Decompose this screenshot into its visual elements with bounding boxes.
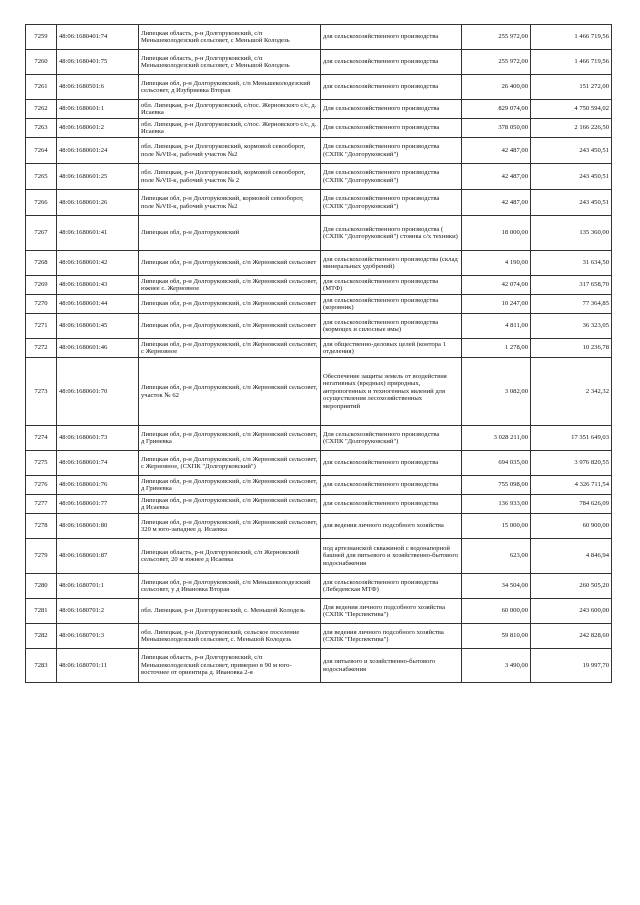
table-row: [26, 574, 612, 599]
area-value-cell: 755 098,00: [462, 476, 531, 495]
row-number-cell: 7275: [26, 451, 57, 476]
table-row: [26, 314, 612, 339]
cadastral-number-cell: 48:06:1680601:2: [57, 119, 139, 138]
permitted-use-cell: для сельскохозяйственного производства (склад минеральных удобрений): [321, 251, 462, 276]
cadastral-cost-cell: 2 342,32: [531, 358, 612, 426]
table-row: [26, 514, 612, 539]
cadastral-number-cell: 48:06:1680601:43: [57, 276, 139, 295]
cadastral-number-cell: 48:06:1680601:44: [57, 295, 139, 314]
location-cell: Липецкая обл, р-н Долгоруковский, с/п Меньшеколодезский сельсовет, д Изубриевка Вторая: [139, 75, 321, 100]
location-cell: Липецкая обл, р-н Долгоруковский, кормовой севооборот, поле №VII-к, рабочий участок №2: [139, 190, 321, 216]
row-number-cell: 7263: [26, 119, 57, 138]
area-value-cell: 3 082,00: [462, 358, 531, 426]
table-row: [26, 25, 612, 50]
cadastral-cost-cell: 1 466 719,56: [531, 25, 612, 50]
location-cell: Липецкая обл, р-н Долгоруковский, с/п Меньшеколодезский сельсовет, у д Ивановка Вторая: [139, 574, 321, 599]
cadastral-cost-cell: 3 976 820,55: [531, 451, 612, 476]
cadastral-cost-cell: 4 750 594,02: [531, 100, 612, 119]
permitted-use-cell: для ведения личного подсобного хозяйства: [321, 514, 462, 539]
permitted-use-cell: Для сельскохозяйственного производства (СХПК "Долгоруковский"): [321, 138, 462, 164]
table-body: [26, 25, 612, 683]
permitted-use-cell: для сельскохозяйственного производства (Лебедевская МТФ): [321, 574, 462, 599]
cadastral-number-cell: 48:06:1680601:87: [57, 539, 139, 574]
permitted-use-cell: под артезианской скважиной с водонапорной башней для питьевого и хозяйственно-бытового водоснабжения: [321, 539, 462, 574]
location-cell: обл. Липецкая, р-н Долгоруковский, с/пос. Жерновского с/с, д. Исаевка: [139, 119, 321, 138]
land-plots-table-page: [25, 24, 611, 683]
cadastral-number-cell: 48:06:1680601:45: [57, 314, 139, 339]
row-number-cell: 7268: [26, 251, 57, 276]
table-row: [26, 276, 612, 295]
cadastral-cost-cell: 784 626,09: [531, 495, 612, 514]
location-cell: Липецкая область, р-н Долгоруковский, с/п Меньшеколодезский сельсовет, с Меньшой Колодезь: [139, 50, 321, 75]
row-number-cell: 7261: [26, 75, 57, 100]
area-value-cell: 829 074,00: [462, 100, 531, 119]
location-cell: Липецкая обл, р-н Долгоруковский, с/п Жерновский сельсовет, 320 м юго-западнее д. Исаевка: [139, 514, 321, 539]
permitted-use-cell: Для сельскохозяйственного производства: [321, 119, 462, 138]
row-number-cell: 7259: [26, 25, 57, 50]
permitted-use-cell: Для ведения личного подсобного хозяйства (СХПК "Перспектива"): [321, 599, 462, 624]
area-value-cell: 255 972,00: [462, 25, 531, 50]
cadastral-cost-cell: 151 272,00: [531, 75, 612, 100]
location-cell: Липецкая обл, р-н Долгоруковский, с/п Жерновский сельсовет, д Исаевка: [139, 495, 321, 514]
cadastral-cost-cell: 317 658,70: [531, 276, 612, 295]
cadastral-cost-cell: 36 323,05: [531, 314, 612, 339]
cadastral-number-cell: 48:06:1680601:74: [57, 451, 139, 476]
cadastral-cost-cell: 260 505,20: [531, 574, 612, 599]
cadastral-number-cell: 48:06:1680601:42: [57, 251, 139, 276]
table-row: [26, 251, 612, 276]
area-value-cell: 42 487,00: [462, 164, 531, 190]
location-cell: обл. Липецкая, р-н Долгоруковский, сельское поселение Меньшеколодезский сельсовет, с. Меньшой Колодезь: [139, 624, 321, 649]
area-value-cell: 378 050,00: [462, 119, 531, 138]
row-number-cell: 7265: [26, 164, 57, 190]
row-number-cell: 7277: [26, 495, 57, 514]
table-row: [26, 216, 612, 251]
location-cell: Липецкая область, р-н Долгоруковский, с/п Жерновский сельсовет, 20 м южнее д Исаевка: [139, 539, 321, 574]
area-value-cell: 4 190,00: [462, 251, 531, 276]
permitted-use-cell: для ведения личного подсобного хозяйства (СХПК "Перспектива"): [321, 624, 462, 649]
permitted-use-cell: Для сельскохозяйственного производства (СХПК "Долгоруковский"): [321, 164, 462, 190]
permitted-use-cell: для сельскохозяйственного производства: [321, 476, 462, 495]
area-value-cell: 3 490,00: [462, 649, 531, 683]
area-value-cell: 1 278,00: [462, 339, 531, 358]
row-number-cell: 7271: [26, 314, 57, 339]
permitted-use-cell: Для сельскохозяйственного производства (СХПК "Долгоруковский"): [321, 190, 462, 216]
table-row: [26, 100, 612, 119]
cadastral-number-cell: 48:06:1680601:77: [57, 495, 139, 514]
table-row: [26, 190, 612, 216]
cadastral-cost-cell: 10 236,78: [531, 339, 612, 358]
table-row: [26, 495, 612, 514]
table-row: [26, 539, 612, 574]
table-row: [26, 624, 612, 649]
cadastral-number-cell: 48:06:1680701:2: [57, 599, 139, 624]
cadastral-cost-cell: 4 846,94: [531, 539, 612, 574]
permitted-use-cell: для питьевого и хозяйственно-бытового водоснабжения: [321, 649, 462, 683]
area-value-cell: 255 972,00: [462, 50, 531, 75]
row-number-cell: 7276: [26, 476, 57, 495]
cadastral-cost-cell: 19 997,70: [531, 649, 612, 683]
row-number-cell: 7269: [26, 276, 57, 295]
location-cell: Липецкая обл, р-н Долгоруковский: [139, 216, 321, 251]
cadastral-number-cell: 48:06:1680601:76: [57, 476, 139, 495]
cadastral-number-cell: 48:06:1680701:1: [57, 574, 139, 599]
location-cell: Липецкая обл, р-н Долгоруковский, с/п Жерновский сельсовет, участок № 62: [139, 358, 321, 426]
table-row: [26, 138, 612, 164]
table-row: [26, 164, 612, 190]
location-cell: обл. Липецкая, р-н Долгоруковский, кормовой севооборот, поле №VII-к, рабочий участок № 2: [139, 164, 321, 190]
permitted-use-cell: Для сельскохозяйственного производства (СХПК "Долгоруковский"): [321, 426, 462, 451]
cadastral-cost-cell: 243 600,00: [531, 599, 612, 624]
cadastral-cost-cell: 242 828,60: [531, 624, 612, 649]
row-number-cell: 7281: [26, 599, 57, 624]
cadastral-number-cell: 48:06:1680401:74: [57, 25, 139, 50]
row-number-cell: 7282: [26, 624, 57, 649]
area-value-cell: 15 000,00: [462, 514, 531, 539]
table-row: [26, 358, 612, 426]
row-number-cell: 7274: [26, 426, 57, 451]
cadastral-cost-cell: 2 166 226,50: [531, 119, 612, 138]
location-cell: Липецкая обл, р-н Долгоруковский, с/п Жерновский сельсовет, д Гриневка: [139, 476, 321, 495]
permitted-use-cell: Обеспечение защиты земель от воздействия негативных (вредных) природных, антропогенных и техногенных явлений для осуществления лесохозяйственных мероприятий: [321, 358, 462, 426]
area-value-cell: 18 000,00: [462, 216, 531, 251]
location-cell: Липецкая обл, р-н Долгоруковский, с/п Жерновский сельсовет: [139, 251, 321, 276]
cadastral-number-cell: 48:06:1680501:6: [57, 75, 139, 100]
row-number-cell: 7283: [26, 649, 57, 683]
cadastral-cost-cell: 243 450,51: [531, 164, 612, 190]
permitted-use-cell: для сельскохозяйственного производства (коровник): [321, 295, 462, 314]
location-cell: Липецкая область, р-н Долгоруковский, с/п Меньшеколодезский сельсовет, с Меньшой Колодезь: [139, 25, 321, 50]
permitted-use-cell: для сельскохозяйственного производства (МТФ): [321, 276, 462, 295]
row-number-cell: 7267: [26, 216, 57, 251]
cadastral-cost-cell: 60 900,00: [531, 514, 612, 539]
cadastral-cost-cell: 135 360,00: [531, 216, 612, 251]
location-cell: обл. Липецкая, р-н Долгоруковский, с/пос. Жерновского с/с, д. Исаевка: [139, 100, 321, 119]
area-value-cell: 42 487,00: [462, 138, 531, 164]
permitted-use-cell: для сельскохозяйственного производства: [321, 451, 462, 476]
cadastral-number-cell: 48:06:1680701:3: [57, 624, 139, 649]
area-value-cell: 694 035,00: [462, 451, 531, 476]
row-number-cell: 7280: [26, 574, 57, 599]
area-value-cell: 3 028 211,00: [462, 426, 531, 451]
row-number-cell: 7272: [26, 339, 57, 358]
area-value-cell: 34 504,00: [462, 574, 531, 599]
row-number-cell: 7260: [26, 50, 57, 75]
cadastral-cost-cell: 1 466 719,56: [531, 50, 612, 75]
area-value-cell: 623,00: [462, 539, 531, 574]
area-value-cell: 10 247,00: [462, 295, 531, 314]
area-value-cell: 136 933,00: [462, 495, 531, 514]
area-value-cell: 4 811,00: [462, 314, 531, 339]
cadastral-cost-cell: 77 364,85: [531, 295, 612, 314]
location-cell: Липецкая обл, р-н Долгоруковский, с/п Жерновский сельсовет: [139, 314, 321, 339]
table-row: [26, 339, 612, 358]
table-row: [26, 476, 612, 495]
cadastral-number-cell: 48:06:1680701:11: [57, 649, 139, 683]
permitted-use-cell: Для сельскохозяйственного производства: [321, 100, 462, 119]
row-number-cell: 7278: [26, 514, 57, 539]
row-number-cell: 7264: [26, 138, 57, 164]
table-row: [26, 649, 612, 683]
location-cell: Липецкая обл, р-н Долгоруковский, с/п Жерновский сельсовет, южнее с. Жерновное: [139, 276, 321, 295]
permitted-use-cell: Для сельскохозяйственного производства ( (СХПК "Долгоруковский") стоянка с/х техники): [321, 216, 462, 251]
table-row: [26, 295, 612, 314]
row-number-cell: 7279: [26, 539, 57, 574]
area-value-cell: 42 074,00: [462, 276, 531, 295]
cadastral-number-cell: 48:06:1680601:26: [57, 190, 139, 216]
permitted-use-cell: для сельскохозяйственного производства (кормоцех и силосные ямы): [321, 314, 462, 339]
cadastral-number-cell: 48:06:1680601:24: [57, 138, 139, 164]
location-cell: Липецкая обл, р-н Долгоруковский, с/п Жерновский сельсовет, с Жерновное: [139, 339, 321, 358]
table-row: [26, 451, 612, 476]
table-row: [26, 119, 612, 138]
permitted-use-cell: для общественно-деловых целей (контора 1 отделения): [321, 339, 462, 358]
location-cell: обл. Липецкая, р-н Долгоруковский, с. Меньшой Колодезь: [139, 599, 321, 624]
cadastral-number-cell: 48:06:1680601:70: [57, 358, 139, 426]
row-number-cell: 7270: [26, 295, 57, 314]
cadastral-number-cell: 48:06:1680601:80: [57, 514, 139, 539]
permitted-use-cell: для сельскохозяйственного производства: [321, 50, 462, 75]
cadastral-cost-cell: 17 351 649,03: [531, 426, 612, 451]
location-cell: Липецкая область, р-н Долгоруковский, с/п Меньшеколодезский сельсовет, примерно в 90 м юго-восточнее от ориентира д. Ивановка 2-я: [139, 649, 321, 683]
cadastral-cost-cell: 243 450,51: [531, 190, 612, 216]
row-number-cell: 7266: [26, 190, 57, 216]
permitted-use-cell: для сельскохозяйственного производства: [321, 495, 462, 514]
location-cell: Липецкая обл, р-н Долгоруковский, с/п Жерновский сельсовет, с Жерновное, (СХПК "Долгоруковский"): [139, 451, 321, 476]
table-row: [26, 599, 612, 624]
cadastral-number-cell: 48:06:1680601:46: [57, 339, 139, 358]
table-row: [26, 426, 612, 451]
location-cell: обл. Липецкая, р-н Долгоруковский, кормовой севооборот, поле №VII-к, рабочий участок №2: [139, 138, 321, 164]
permitted-use-cell: для сельскохозяйственного производства: [321, 75, 462, 100]
area-value-cell: 42 487,00: [462, 190, 531, 216]
cadastral-number-cell: 48:06:1680601:73: [57, 426, 139, 451]
cadastral-cost-cell: 4 326 711,54: [531, 476, 612, 495]
land-plots-table: [25, 24, 612, 683]
cadastral-number-cell: 48:06:1680601:25: [57, 164, 139, 190]
area-value-cell: 59 810,00: [462, 624, 531, 649]
area-value-cell: 60 000,00: [462, 599, 531, 624]
row-number-cell: 7273: [26, 358, 57, 426]
table-row: [26, 50, 612, 75]
permitted-use-cell: для сельскохозяйственного производства: [321, 25, 462, 50]
cadastral-number-cell: 48:06:1680401:75: [57, 50, 139, 75]
cadastral-cost-cell: 31 634,50: [531, 251, 612, 276]
area-value-cell: 26 400,00: [462, 75, 531, 100]
cadastral-cost-cell: 243 450,51: [531, 138, 612, 164]
location-cell: Липецкая обл, р-н Долгоруковский, с/п Жерновский сельсовет, д Гриневка: [139, 426, 321, 451]
cadastral-number-cell: 48:06:1680601:41: [57, 216, 139, 251]
cadastral-number-cell: 48:06:1680601:1: [57, 100, 139, 119]
row-number-cell: 7262: [26, 100, 57, 119]
table-row: [26, 75, 612, 100]
location-cell: Липецкая обл, р-н Долгоруковский, с/п Жерновский сельсовет: [139, 295, 321, 314]
